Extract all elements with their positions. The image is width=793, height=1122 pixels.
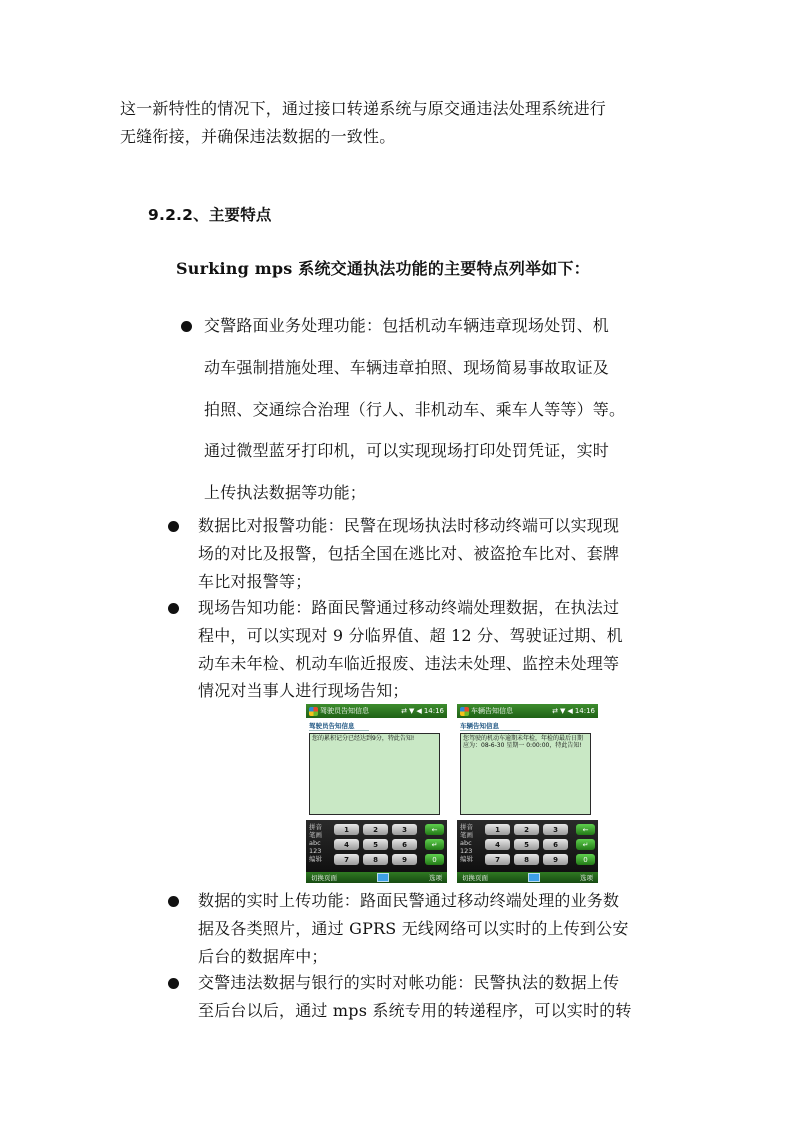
status-icons <box>401 707 447 715</box>
key-1[interactable]: 1 <box>485 824 510 835</box>
input-mode-list <box>460 823 482 863</box>
sub-heading: Surking mps 系统交通执法功能的主要特点列举如下： <box>176 259 590 278</box>
enter-key[interactable]: ↵ <box>576 839 595 850</box>
bullet-5-line-1: 交警违法数据与银行的实时对帐功能：民警执法的数据上传 <box>198 973 620 992</box>
bullet-3-line-1: 现场告知功能：路面民警通过移动终端处理数据，在执法过 <box>198 598 620 617</box>
notice-text: 您驾驶的机动车逾期未年检，年检的最后日期应为：08-6-30 星期一 0:00:00，特此告知! <box>460 733 591 815</box>
mode-pinyin[interactable]: 拼音 <box>309 823 322 831</box>
volume-icon: ◀ <box>567 707 573 715</box>
sync-icon: ⇄ <box>552 707 559 715</box>
switch-page-softkey[interactable]: 切换页面 <box>462 874 488 882</box>
bullet-dot <box>168 978 179 989</box>
intro-line-2: 无缝衔接，并确保违法数据的一致性。 <box>120 127 396 146</box>
mode-stroke[interactable]: 笔画 <box>309 831 322 839</box>
volume-icon: ◀ <box>416 707 422 715</box>
softkey-bar <box>457 872 598 883</box>
windows-start-icon <box>460 707 469 716</box>
notice-heading: 驾驶员告知信息 <box>309 721 369 731</box>
bullet-4-line-1: 数据的实时上传功能：路面民警通过移动终端处理的业务数 <box>198 891 620 910</box>
sync-icon: ⇄ <box>401 707 408 715</box>
title-bar <box>457 704 598 718</box>
bullet-2-line-3: 车比对报警等； <box>198 572 312 591</box>
keyboard-icon[interactable] <box>377 873 389 882</box>
screenshot-driver-notice <box>306 704 447 883</box>
key-8[interactable]: 8 <box>514 854 539 865</box>
bullet-dot <box>168 521 179 532</box>
key-8[interactable]: 8 <box>363 854 388 865</box>
key-6[interactable]: 6 <box>543 839 568 850</box>
options-softkey[interactable]: 选项 <box>580 874 593 882</box>
keyboard-icon[interactable] <box>528 873 540 882</box>
bullet-1-line-2: 动车强制措施处理、车辆违章拍照、现场简易事故取证及 <box>204 358 610 377</box>
key-0[interactable]: 0 <box>576 854 595 865</box>
mode-123[interactable]: 123 <box>309 847 322 855</box>
key-2[interactable]: 2 <box>363 824 388 835</box>
bullet-3-line-3: 动车未年检、机动车临近报废、违法未处理、监控未处理等 <box>198 654 620 673</box>
bullet-1-line-4: 通过微型蓝牙打印机，可以实现现场打印处罚凭证，实时 <box>204 441 610 460</box>
soft-keyboard <box>457 820 598 872</box>
switch-page-softkey[interactable]: 切换页面 <box>311 874 337 882</box>
enter-key[interactable]: ↵ <box>425 839 444 850</box>
window-title: 驾驶员告知信息 <box>320 707 369 715</box>
backspace-key[interactable]: ← <box>576 824 595 835</box>
key-3[interactable]: 3 <box>392 824 417 835</box>
number-keys <box>334 824 417 865</box>
bullet-dot <box>168 603 179 614</box>
key-4[interactable]: 4 <box>485 839 510 850</box>
mode-edit[interactable]: 编辑 <box>460 855 473 863</box>
screenshot-vehicle-notice <box>457 704 598 883</box>
function-keys <box>425 824 444 865</box>
number-keys <box>485 824 568 865</box>
key-7[interactable]: 7 <box>485 854 510 865</box>
mode-stroke[interactable]: 笔画 <box>460 831 473 839</box>
bullet-1-line-1: 交警路面业务处理功能：包括机动车辆违章现场处罚、机 <box>204 316 610 335</box>
notice-body <box>457 718 598 820</box>
bullet-5-line-2: 至后台以后，通过 mps 系统专用的转递程序，可以实时的转 <box>198 1001 632 1020</box>
windows-start-icon <box>309 707 318 716</box>
mode-abc[interactable]: abc <box>309 839 321 847</box>
notice-body <box>306 718 447 820</box>
bullet-1-line-5: 上传执法数据等功能； <box>204 483 367 502</box>
key-6[interactable]: 6 <box>392 839 417 850</box>
bullet-4-line-2: 据及各类照片，通过 GPRS 无线网络可以实时的上传到公安 <box>198 919 629 938</box>
signal-icon: ▼ <box>560 707 566 715</box>
softkey-bar <box>306 872 447 883</box>
signal-icon: ▼ <box>409 707 415 715</box>
bullet-2-line-2: 场的对比及报警，包括全国在逃比对、被盗抢车比对、套牌 <box>198 544 620 563</box>
notice-heading: 车辆告知信息 <box>460 721 520 731</box>
key-9[interactable]: 9 <box>543 854 568 865</box>
soft-keyboard <box>306 820 447 872</box>
notice-text: 您的累积记分已经达到9分，特此告知! <box>309 733 440 815</box>
window-title: 车辆告知信息 <box>471 707 513 715</box>
mode-pinyin[interactable]: 拼音 <box>460 823 473 831</box>
key-5[interactable]: 5 <box>363 839 388 850</box>
section-heading: 9.2.2、主要特点 <box>148 206 272 224</box>
bullet-3-line-4: 情况对当事人进行现场告知； <box>198 681 409 700</box>
clock: 14:16 <box>574 707 595 715</box>
options-softkey[interactable]: 选项 <box>429 874 442 882</box>
bullet-dot <box>168 896 179 907</box>
key-5[interactable]: 5 <box>514 839 539 850</box>
key-7[interactable]: 7 <box>334 854 359 865</box>
clock: 14:16 <box>423 707 444 715</box>
bullet-2-line-1: 数据比对报警功能：民警在现场执法时移动终端可以实现现 <box>198 516 620 535</box>
key-1[interactable]: 1 <box>334 824 359 835</box>
key-9[interactable]: 9 <box>392 854 417 865</box>
bullet-1-line-3: 拍照、交通综合治理（行人、非机动车、乘车人等等）等。 <box>204 400 626 419</box>
status-icons <box>552 707 598 715</box>
key-4[interactable]: 4 <box>334 839 359 850</box>
bullet-dot <box>181 321 192 332</box>
key-2[interactable]: 2 <box>514 824 539 835</box>
mode-edit[interactable]: 编辑 <box>309 855 322 863</box>
key-0[interactable]: 0 <box>425 854 444 865</box>
title-bar <box>306 704 447 718</box>
intro-line-1: 这一新特性的情况下，通过接口转递系统与原交通违法处理系统进行 <box>120 99 607 118</box>
bullet-3-line-2: 程中，可以实现对 9 分临界值、超 12 分、驾驶证过期、机 <box>198 626 623 645</box>
input-mode-list <box>309 823 331 863</box>
key-3[interactable]: 3 <box>543 824 568 835</box>
mode-abc[interactable]: abc <box>460 839 472 847</box>
function-keys <box>576 824 595 865</box>
mode-123[interactable]: 123 <box>460 847 473 855</box>
backspace-key[interactable]: ← <box>425 824 444 835</box>
bullet-4-line-3: 后台的数据库中； <box>198 947 328 966</box>
